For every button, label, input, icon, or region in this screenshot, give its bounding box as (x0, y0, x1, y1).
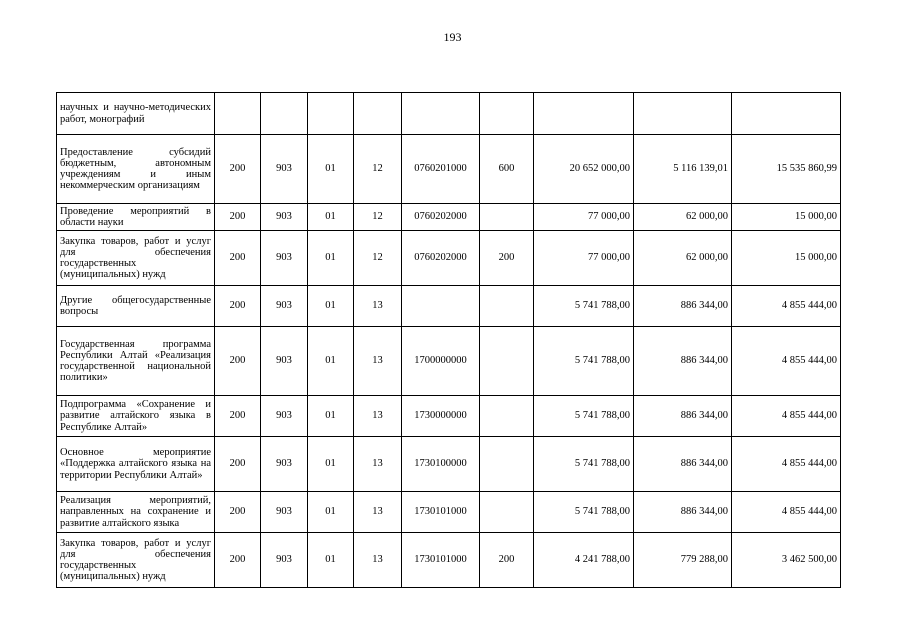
code-cell (480, 204, 534, 231)
amount-cell: 62 000,00 (634, 231, 732, 286)
code-cell (261, 93, 308, 135)
code-cell (480, 93, 534, 135)
amount-cell: 4 241 788,00 (534, 533, 634, 588)
code-cell: 903 (261, 231, 308, 286)
code-cell: 903 (261, 327, 308, 396)
amount-cell: 77 000,00 (534, 231, 634, 286)
code-cell (480, 492, 534, 533)
amount-cell: 3 462 500,00 (732, 533, 841, 588)
row-name: Реализация мероприятий, направленных на сохранение и развитие алтайского языка (57, 492, 215, 533)
code-cell: 200 (215, 204, 261, 231)
code-cell: 200 (215, 135, 261, 204)
code-cell: 13 (354, 396, 402, 437)
amount-cell: 15 000,00 (732, 231, 841, 286)
amount-cell: 5 116 139,01 (634, 135, 732, 204)
amount-cell: 5 741 788,00 (534, 396, 634, 437)
row-name: Проведение мероприятий в области науки (57, 204, 215, 231)
code-cell: 01 (308, 204, 354, 231)
row-name: Государственная программа Республики Алтай «Реализация государственной национальной политики» (57, 327, 215, 396)
code-cell: 13 (354, 533, 402, 588)
code-cell: 200 (215, 533, 261, 588)
code-cell: 13 (354, 327, 402, 396)
row-name: Подпрограмма «Сохранение и развитие алтайского языка в Республике Алтай» (57, 396, 215, 437)
table-row (57, 135, 841, 204)
code-cell: 903 (261, 437, 308, 492)
amount-cell: 886 344,00 (634, 327, 732, 396)
amount-cell: 62 000,00 (634, 204, 732, 231)
code-cell: 01 (308, 492, 354, 533)
budget-table (56, 92, 841, 588)
code-cell: 903 (261, 286, 308, 327)
amount-cell: 15 535 860,99 (732, 135, 841, 204)
amount-cell (732, 93, 841, 135)
code-cell (402, 93, 480, 135)
code-cell: 13 (354, 437, 402, 492)
code-cell: 200 (215, 327, 261, 396)
row-name: Основное мероприятие «Поддержка алтайского языка на территории Республики Алтай» (57, 437, 215, 492)
code-cell (480, 437, 534, 492)
code-cell (354, 93, 402, 135)
code-cell: 01 (308, 231, 354, 286)
row-name: Закупка товаров, работ и услуг для обеспечения государственных (муниципальных) нужд (57, 231, 215, 286)
code-cell (480, 286, 534, 327)
code-cell: 1730101000 (402, 492, 480, 533)
amount-cell: 4 855 444,00 (732, 286, 841, 327)
amount-cell: 5 741 788,00 (534, 286, 634, 327)
code-cell: 01 (308, 327, 354, 396)
code-cell: 01 (308, 135, 354, 204)
code-cell: 200 (215, 286, 261, 327)
amount-cell: 4 855 444,00 (732, 492, 841, 533)
code-cell: 1730000000 (402, 396, 480, 437)
code-cell: 1730101000 (402, 533, 480, 588)
amount-cell: 4 855 444,00 (732, 437, 841, 492)
amount-cell: 886 344,00 (634, 437, 732, 492)
code-cell: 903 (261, 492, 308, 533)
row-name: Предоставление субсидий бюджетным, автономным учреждениям и иным некоммерческим организациям (57, 135, 215, 204)
row-name: Другие общегосударственные вопросы (57, 286, 215, 327)
code-cell (480, 396, 534, 437)
code-cell: 01 (308, 437, 354, 492)
amount-cell: 886 344,00 (634, 492, 732, 533)
row-name: Закупка товаров, работ и услуг для обеспечения государственных (муниципальных) нужд (57, 533, 215, 588)
table-row (57, 231, 841, 286)
table-row (57, 492, 841, 533)
code-cell: 200 (480, 231, 534, 286)
code-cell: 600 (480, 135, 534, 204)
table-row (57, 533, 841, 588)
code-cell (215, 93, 261, 135)
table-row (57, 204, 841, 231)
code-cell: 200 (215, 437, 261, 492)
amount-cell: 4 855 444,00 (732, 396, 841, 437)
code-cell (402, 286, 480, 327)
code-cell: 903 (261, 533, 308, 588)
code-cell: 200 (215, 396, 261, 437)
code-cell: 903 (261, 135, 308, 204)
amount-cell: 20 652 000,00 (534, 135, 634, 204)
page-number: 193 (443, 30, 462, 44)
code-cell: 01 (308, 396, 354, 437)
code-cell: 0760201000 (402, 135, 480, 204)
table-row (57, 327, 841, 396)
code-cell: 903 (261, 204, 308, 231)
amount-cell: 5 741 788,00 (534, 492, 634, 533)
amount-cell: 779 288,00 (634, 533, 732, 588)
amount-cell (634, 93, 732, 135)
amount-cell: 5 741 788,00 (534, 437, 634, 492)
code-cell: 0760202000 (402, 231, 480, 286)
code-cell: 12 (354, 204, 402, 231)
table-row (57, 286, 841, 327)
code-cell: 200 (215, 231, 261, 286)
amount-cell: 15 000,00 (732, 204, 841, 231)
table-row (57, 396, 841, 437)
code-cell (480, 327, 534, 396)
code-cell: 13 (354, 492, 402, 533)
row-name: научных и научно-методических работ, монографий (57, 93, 215, 135)
table-row (57, 93, 841, 135)
amount-cell: 4 855 444,00 (732, 327, 841, 396)
code-cell: 12 (354, 135, 402, 204)
amount-cell (534, 93, 634, 135)
table-row (57, 437, 841, 492)
code-cell: 903 (261, 396, 308, 437)
code-cell: 0760202000 (402, 204, 480, 231)
amount-cell: 886 344,00 (634, 396, 732, 437)
code-cell: 200 (480, 533, 534, 588)
code-cell (308, 93, 354, 135)
amount-cell: 77 000,00 (534, 204, 634, 231)
code-cell: 12 (354, 231, 402, 286)
amount-cell: 886 344,00 (634, 286, 732, 327)
code-cell: 13 (354, 286, 402, 327)
code-cell: 1700000000 (402, 327, 480, 396)
code-cell: 01 (308, 286, 354, 327)
code-cell: 200 (215, 492, 261, 533)
code-cell: 01 (308, 533, 354, 588)
code-cell: 1730100000 (402, 437, 480, 492)
amount-cell: 5 741 788,00 (534, 327, 634, 396)
